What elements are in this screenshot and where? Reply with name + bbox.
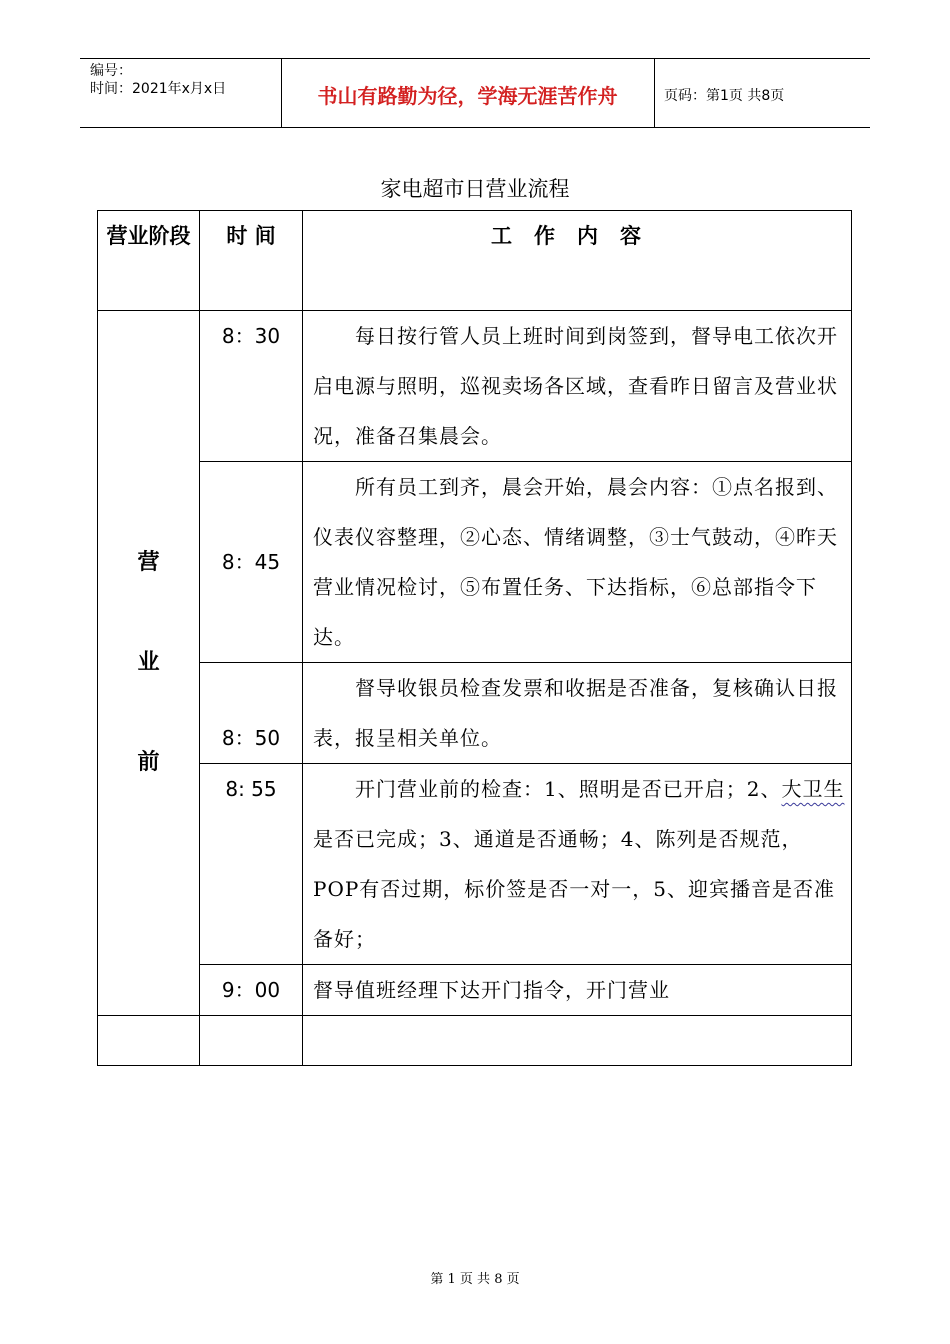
header-motto: 书山有路勤为径，学海无涯苦作舟 bbox=[317, 84, 618, 108]
table-row bbox=[98, 311, 852, 462]
process-table bbox=[97, 210, 852, 1066]
table-row-empty bbox=[98, 1016, 852, 1066]
header-time: 时 间 bbox=[200, 211, 303, 311]
header-page-number: 页码：第1页 共8页 bbox=[664, 88, 785, 104]
content-cell: 所有员工到齐，晨会开始，晨会内容：①点名报到、仪表仪容整理，②心态、情绪调整，③士气鼓动，④昨天营业情况检讨，⑤布置任务、下达指标，⑥总部指令下达。 bbox=[303, 462, 852, 663]
header-bottom-rule bbox=[80, 127, 870, 128]
content-cell: 督导收银员检查发票和收据是否准备，复核确认日报表，报呈相关单位。 bbox=[303, 663, 852, 764]
time-cell: 8：45 bbox=[200, 462, 303, 663]
content-text: 是否已完成；3、通道是否通畅；4、陈列是否规范，POP有否过期，标价签是否一对一，5、迎宾播音是否准备好； bbox=[313, 827, 836, 951]
time-cell: 9：00 bbox=[200, 965, 303, 1016]
header-stage: 营业阶段 bbox=[98, 211, 200, 311]
table-row bbox=[98, 764, 852, 965]
content-cell: 督导值班经理下达开门指令，开门营业 bbox=[303, 965, 852, 1016]
empty-cell bbox=[200, 1016, 303, 1066]
time-cell: 8: 55 bbox=[200, 764, 303, 965]
table-row bbox=[98, 663, 852, 764]
empty-cell bbox=[303, 1016, 852, 1066]
header-meta bbox=[90, 62, 226, 98]
stage-label bbox=[98, 513, 199, 813]
stage-char: 前 bbox=[137, 750, 160, 775]
content-cell: 每日按行管人员上班时间到岗签到，督导电工依次开启电源与照明，巡视卖场各区域，查看昨日留言及营业状况，准备召集晨会。 bbox=[303, 311, 852, 462]
stage-char: 营 bbox=[137, 550, 160, 575]
content-cell bbox=[303, 764, 852, 965]
page-footer: 第 1 页 共 8 页 bbox=[430, 1272, 520, 1287]
table-header-row bbox=[98, 211, 852, 311]
page-title: 家电超市日营业流程 bbox=[380, 177, 570, 201]
header-top-rule bbox=[80, 58, 870, 59]
doc-number-label: 编号： bbox=[90, 63, 132, 79]
stage-char: 业 bbox=[137, 650, 160, 675]
header-content: 工作内容 bbox=[303, 211, 852, 311]
content-text: 开门营业前的检查：1、照明是否已开启；2、 bbox=[355, 777, 782, 801]
time-cell: 8：50 bbox=[200, 663, 303, 764]
flagged-term: 大卫生 bbox=[781, 777, 845, 801]
stage-cell bbox=[98, 311, 200, 1016]
doc-date-label: 时间：2021年x月x日 bbox=[90, 81, 227, 97]
empty-cell bbox=[98, 1016, 200, 1066]
table-row bbox=[98, 462, 852, 663]
time-cell: 8：30 bbox=[200, 311, 303, 462]
table-row bbox=[98, 965, 852, 1016]
header-divider bbox=[654, 58, 655, 127]
